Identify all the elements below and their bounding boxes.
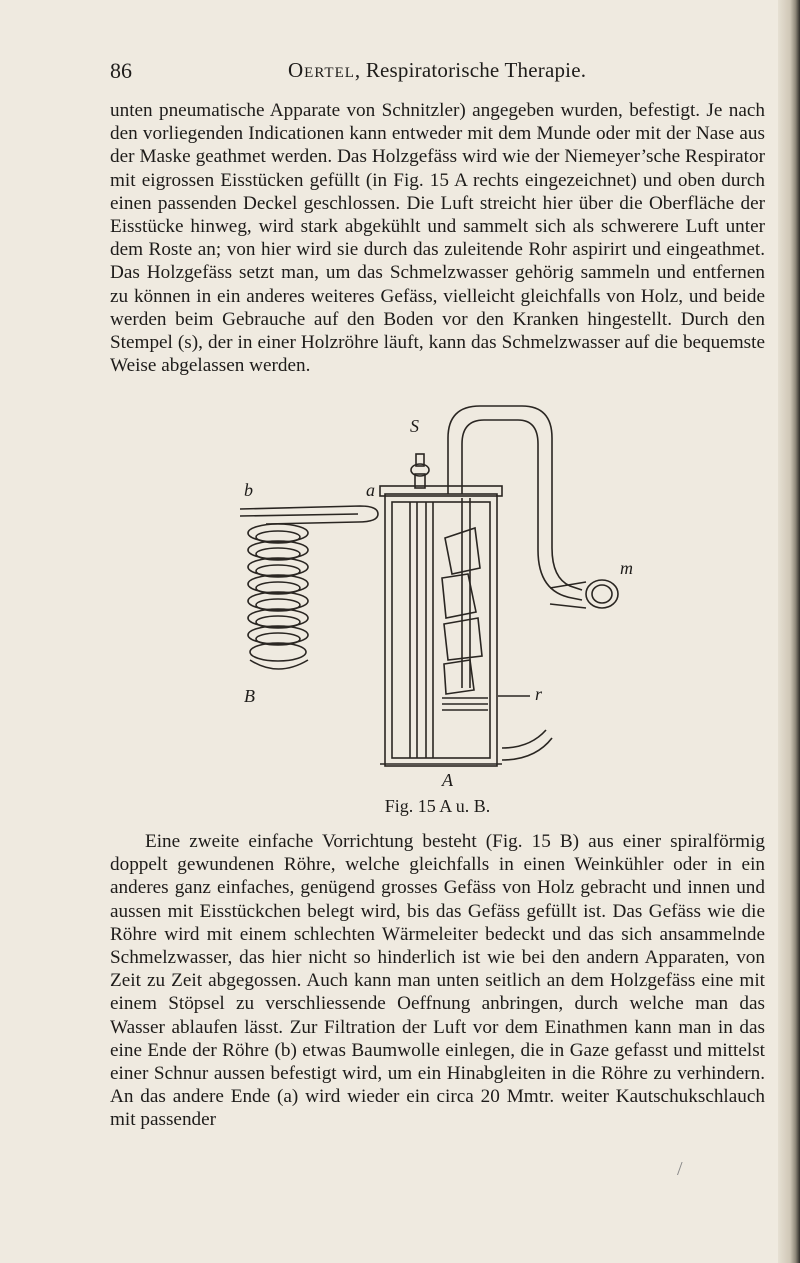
figure-label-b: b <box>244 480 253 500</box>
page-edge-shadow <box>778 0 800 1263</box>
running-title <box>288 58 586 83</box>
figure-label-A: A <box>442 770 453 790</box>
running-header <box>110 58 760 88</box>
figure-label-B: B <box>244 686 255 706</box>
stray-mark: / <box>677 1158 683 1180</box>
running-title-rest: , Respiratorische Therapie. <box>354 58 587 82</box>
paragraph-2: Eine zweite einfache Vorrichtung besteht (Fig. 15 B) aus einer spiralförmig doppelt gewundenen Röhre, welche gleichfalls in einen Weinkühler oder in ein anderes ganz einfaches, genügend grosses Gefäss von Holz gebracht und innen und aussen mit Eisstückchen belegt wird, bis das Gefäss gefüllt ist. Das Gefäss wie die Röhre wird mit einem schlechten Wärmeleiter bedeckt und das sich ansammelnde Schmelzwasser, das hier nicht so hinderlich ist wie bei den andern Apparaten, von Zeit zu Zeit abgegossen. Auch kann man unten seitlich an dem Holzgefäss eine mit einem Stöpsel zu verschliessende Oeffnung anbringen, durch welche man das Wasser ablaufen lässt. Zur Filtration der Luft vor dem Einathmen kann man in das eine Ende der Röhre (b) etwas Baumwolle einlegen, die in Gaze gefasst und mittelst einer Schnur aussen befestigt wird, um ein Hinabgleiten in die Röhre zu verhindern. An das andere Ende (a) wird wieder ein circa 20 Mmtr. weiter Kautschukschlauch mit passender <box>110 831 765 1131</box>
running-title-author: Oertel <box>288 58 355 82</box>
figure-caption: Fig. 15 A u. B. <box>384 796 491 816</box>
paragraph-1: unten pneumatische Apparate von Schnitzler) angegeben wurden, befestigt. Je nach den vorliegenden Indicationen kann entweder mit dem Munde oder mit der Nase aus der Maske geathmet werden. Das Holzgefäss wird wie der Niemeyer’sche Respirator mit eigrossen Eisstücken gefüllt (in Fig. 15 A rechts eingezeichnet) und oben durch einen passenden Deckel geschlossen. Die Luft streicht hier über die Oberfläche der Eisstücke hinweg, wird stark abgekühlt und sammelt sich als schwerere Luft unter dem Roste an; von hier wird sie durch das zuleitende Rohr aspirirt und eingeathmet. Das Holzgefäss setzt man, um das Schmelzwasser gehörig sammeln und entfernen zu können in ein anderes weiteres Gefäss, vielleicht gleichfalls von Holz, und beide werden beim Gebrauche auf den Boden vor den Kranken hingestellt. Durch den Stempel (s), der in einer Holzröhre läuft, kann das Schmelzwasser auf die bequemste Weise abgelassen werden. <box>110 100 765 377</box>
figure-label-a: a <box>366 480 375 500</box>
figure-15-illustration <box>230 398 640 798</box>
vessel-a <box>380 406 618 766</box>
figure-15 <box>230 398 640 798</box>
figure-label-m: m <box>620 558 633 578</box>
page-number: 86 <box>110 58 132 83</box>
spiral-tube-b <box>240 506 378 669</box>
figure-label-r: r <box>535 684 543 704</box>
figure-label-s: S <box>410 416 419 436</box>
